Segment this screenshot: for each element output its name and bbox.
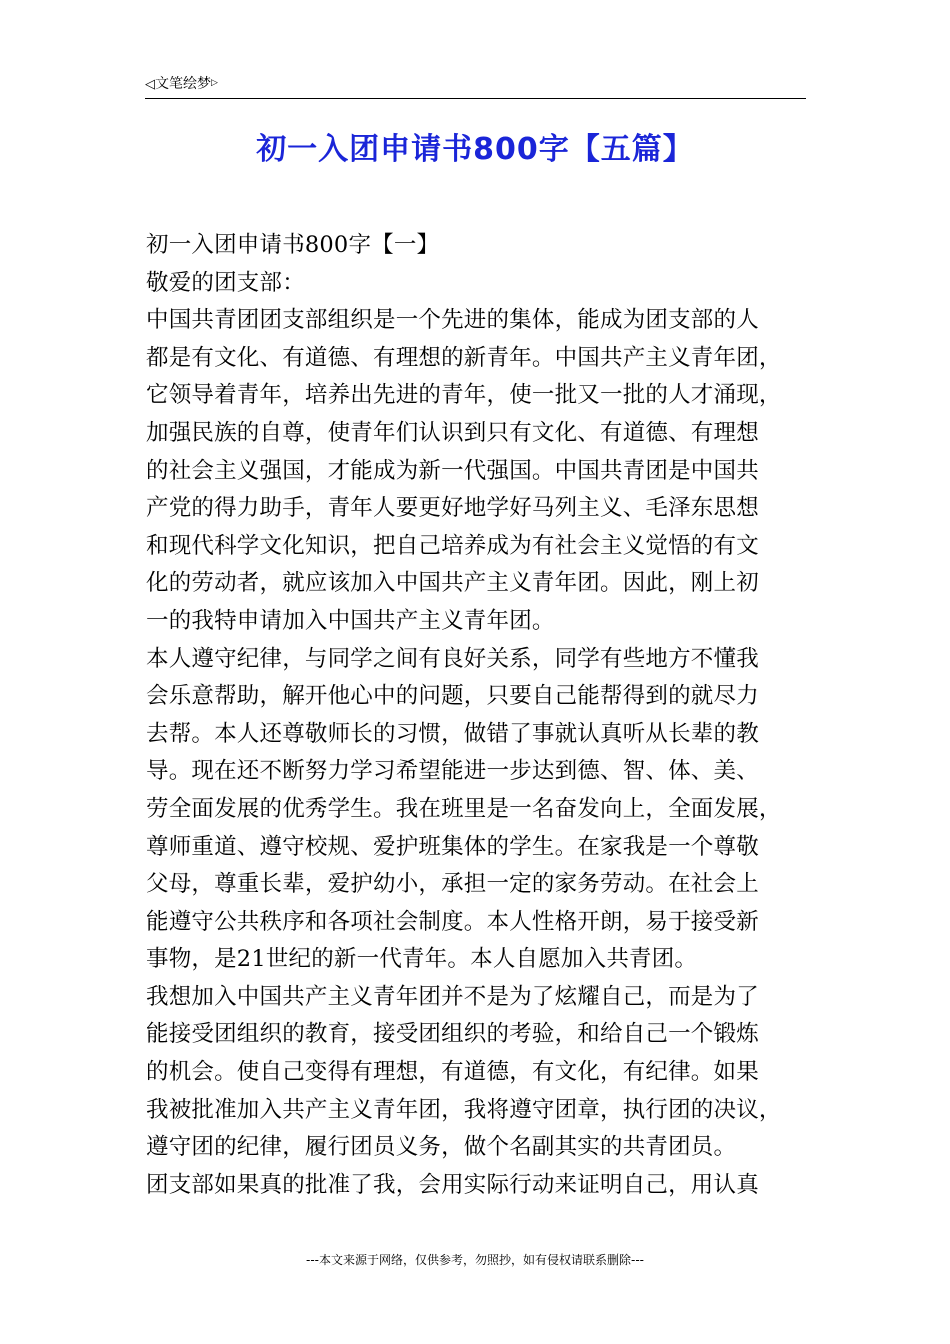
body-line: 加强民族的自尊，使青年们认识到只有文化、有道德、有理想 <box>146 419 759 446</box>
body-line: 本人遵守纪律，与同学之间有良好关系，同学有些地方不懂我 <box>146 645 759 672</box>
body-line: 产党的得力助手，青年人要更好地学好马列主义、毛泽东思想 <box>146 495 759 522</box>
body-line: 父母，尊重长辈，爱护幼小，承担一定的家务劳动。在社会上 <box>146 871 759 898</box>
header-brand <box>145 74 218 94</box>
document-body <box>146 227 811 1204</box>
body-line: 劳全面发展的优秀学生。我在班里是一名奋发向上，全面发展， <box>146 795 782 822</box>
body-line: 我被批准加入共产主义青年团，我将遵守团章，执行团的决议， <box>146 1096 782 1123</box>
body-line: 它领导着青年，培养出先进的青年，使一批又一批的人才涌现， <box>146 382 782 409</box>
body-line: 化的劳动者，就应该加入中国共产主义青年团。因此，刚上初 <box>146 570 759 597</box>
body-line: 尊师重道、遵守校规、爱护班集体的学生。在家我是一个尊敬 <box>146 833 759 860</box>
body-line: 去帮。本人还尊敬师长的习惯，做错了事就认真听从长辈的教 <box>146 720 759 747</box>
body-line: 遵守团的纪律，履行团员义务，做个名副其实的共青团员。 <box>146 1134 737 1161</box>
header-brand-text: 文笔绘梦 <box>155 76 211 92</box>
body-line: 和现代科学文化知识，把自己培养成为有社会主义觉悟的有文 <box>146 532 759 559</box>
body-line: 团支部如果真的批准了我，会用实际行动来证明自己，用认真 <box>146 1171 759 1198</box>
body-line: 初一入团申请书800字【一】 <box>146 232 440 258</box>
page-header <box>145 70 806 99</box>
body-line: 敬爱的团支部： <box>146 269 305 296</box>
document-title: 初一入团申请书800字【五篇】 <box>256 132 694 167</box>
triangle-right-icon: ▷ <box>211 78 218 88</box>
body-line: 能接受团组织的教育，接受团组织的考验，和给自己一个锻炼 <box>146 1021 759 1048</box>
body-line: 的机会。使自己变得有理想，有道德，有文化，有纪律。如果 <box>146 1059 759 1086</box>
body-line: 会乐意帮助，解开他心中的问题，只要自己能帮得到的就尽力 <box>146 683 759 710</box>
body-line: 中国共青团团支部组织是一个先进的集体，能成为团支部的人 <box>146 307 759 334</box>
body-line: 事物，是21世纪的新一代青年。本人自愿加入共青团。 <box>146 946 698 973</box>
body-line: 导。现在还不断努力学习希望能进一步达到德、智、体、美、 <box>146 758 759 785</box>
page-footer: ---本文来源于网络，仅供参考，勿照抄，如有侵权请联系删除--- <box>306 1253 644 1267</box>
body-line: 都是有文化、有道德、有理想的新青年。中国共产主义青年团， <box>146 344 782 371</box>
triangle-left-icon: ◁ <box>145 77 155 92</box>
body-line: 能遵守公共秩序和各项社会制度。本人性格开朗，易于接受新 <box>146 908 759 935</box>
body-line: 我想加入中国共产主义青年团并不是为了炫耀自己，而是为了 <box>146 983 759 1010</box>
body-line: 一的我特申请加入中国共产主义青年团。 <box>146 607 555 634</box>
body-line: 的社会主义强国，才能成为新一代强国。中国共青团是中国共 <box>146 457 759 484</box>
